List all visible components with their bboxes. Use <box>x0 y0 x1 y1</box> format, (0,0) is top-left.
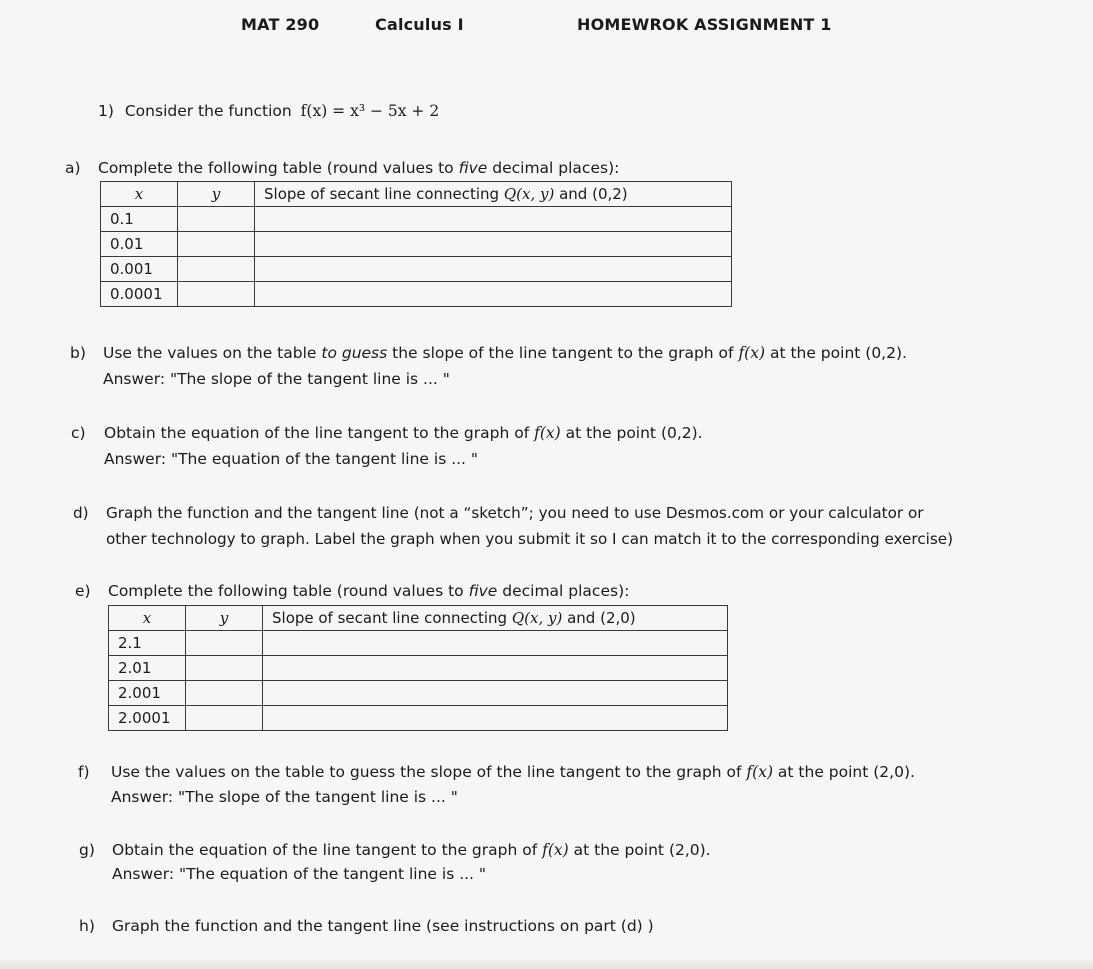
function-expression: f(x) = x³ − 5x + 2 <box>300 102 440 120</box>
col-x-header: x <box>101 182 178 207</box>
table-row <box>109 631 728 656</box>
part-h-text: Graph the function and the tangent line (see instructions on part (d) ) <box>112 917 654 935</box>
part-f-label: f) <box>78 763 90 781</box>
part-g-answer: Answer: "The equation of the tangent line is ... " <box>112 865 487 883</box>
col-x-header: x <box>109 606 186 631</box>
problem-intro: Consider the function <box>124 102 292 120</box>
y-cell <box>178 207 255 232</box>
part-g-post: at the point (2,0). <box>568 841 711 859</box>
table-row <box>101 257 732 282</box>
col-slope-text: Slope of secant line connecting <box>272 609 512 627</box>
table-row <box>101 232 732 257</box>
x-cell: 2.01 <box>109 656 186 681</box>
page-bottom-shadow <box>0 957 1093 969</box>
part-c-line1 <box>71 424 703 442</box>
part-e-label: e) <box>75 582 91 600</box>
table-a <box>100 181 732 307</box>
col-y-header: y <box>178 182 255 207</box>
part-g-line1 <box>79 841 711 859</box>
slope-cell <box>255 232 732 257</box>
part-b-text: Use the values on the table <box>103 344 322 362</box>
part-e-instruction <box>75 582 629 600</box>
x-cell: 0.001 <box>101 257 178 282</box>
part-b-post: at the point (0,2). <box>765 344 907 362</box>
part-h-label: h) <box>79 917 95 935</box>
part-b-label: b) <box>70 344 86 362</box>
part-a-text-post: decimal places): <box>487 159 620 177</box>
slope-cell <box>263 706 728 731</box>
slope-cell <box>263 656 728 681</box>
slope-cell <box>263 631 728 656</box>
slope-cell <box>255 282 732 307</box>
part-e-text-em: five <box>468 582 498 600</box>
table-e <box>108 605 728 731</box>
part-d-line2: other technology to graph. Label the graph when you submit it so I can match it to the corresponding exercise) <box>106 530 954 548</box>
col-slope-header <box>255 182 732 207</box>
table-row <box>109 706 728 731</box>
part-g-math: f(x) <box>542 841 569 859</box>
y-cell <box>178 232 255 257</box>
part-c-answer: Answer: "The equation of the tangent line is ... " <box>104 450 479 468</box>
y-cell <box>186 681 263 706</box>
col-slope-header <box>263 606 728 631</box>
part-h-line1 <box>79 917 654 935</box>
table-e-header <box>109 606 728 631</box>
col-slope-point: and (0,2) <box>554 185 628 203</box>
col-slope-math: Q(x, y) <box>503 185 555 203</box>
part-f-text: Use the values on the table to guess the slope of the line tangent to the graph of <box>111 763 747 781</box>
part-a-text-pre: Complete the following table (round values to <box>98 159 459 177</box>
table-row <box>109 656 728 681</box>
part-d-label: d) <box>73 504 89 522</box>
part-c-post: at the point (0,2). <box>560 424 703 442</box>
part-g-label: g) <box>79 841 95 859</box>
y-cell <box>178 257 255 282</box>
x-cell: 0.0001 <box>101 282 178 307</box>
slope-cell <box>255 207 732 232</box>
x-cell: 2.001 <box>109 681 186 706</box>
x-cell: 0.1 <box>101 207 178 232</box>
part-f-answer: Answer: "The slope of the tangent line is ... " <box>111 788 458 806</box>
assignment-title: HOMEWROK ASSIGNMENT 1 <box>577 15 832 34</box>
part-c-text: Obtain the equation of the line tangent to the graph of <box>104 424 535 442</box>
part-d-text: Graph the function and the tangent line (not a “sketch”; you need to use Desmos.com or your calculator or <box>106 504 924 522</box>
y-cell <box>186 631 263 656</box>
part-c-math: f(x) <box>534 424 561 442</box>
slope-cell <box>255 257 732 282</box>
part-f-math: f(x) <box>746 763 773 781</box>
part-e-text-post: decimal places): <box>497 582 630 600</box>
part-a-instruction <box>65 159 619 177</box>
part-g-text: Obtain the equation of the line tangent to the graph of <box>112 841 543 859</box>
col-slope-math: Q(x, y) <box>511 609 563 627</box>
part-e-text-pre: Complete the following table (round values to <box>108 582 469 600</box>
part-a-label: a) <box>65 159 81 177</box>
course-code: MAT 290 <box>241 15 320 34</box>
part-f-line1 <box>78 763 915 781</box>
part-b-mid: the slope of the line tangent to the graph of <box>387 344 739 362</box>
col-slope-point: and (2,0) <box>562 609 636 627</box>
y-cell <box>186 656 263 681</box>
part-b-line1 <box>70 344 907 362</box>
y-cell <box>186 706 263 731</box>
x-cell: 2.1 <box>109 631 186 656</box>
part-a-text-em: five <box>458 159 488 177</box>
col-y-header: y <box>186 606 263 631</box>
part-d-line1 <box>73 504 924 522</box>
part-c-label: c) <box>71 424 86 442</box>
part-f-post: at the point (2,0). <box>773 763 915 781</box>
col-slope-text: Slope of secant line connecting <box>264 185 504 203</box>
x-cell: 0.01 <box>101 232 178 257</box>
table-row <box>101 282 732 307</box>
problem-number: 1) <box>98 102 114 120</box>
part-b-math: f(x) <box>738 344 766 362</box>
slope-cell <box>263 681 728 706</box>
part-b-answer: Answer: "The slope of the tangent line is ... " <box>103 370 450 388</box>
y-cell <box>178 282 255 307</box>
course-subject: Calculus I <box>375 15 464 34</box>
table-row <box>101 207 732 232</box>
table-a-header <box>101 182 732 207</box>
table-row <box>109 681 728 706</box>
problem-statement <box>98 102 439 120</box>
x-cell: 2.0001 <box>109 706 186 731</box>
part-b-em: to guess <box>321 344 388 362</box>
